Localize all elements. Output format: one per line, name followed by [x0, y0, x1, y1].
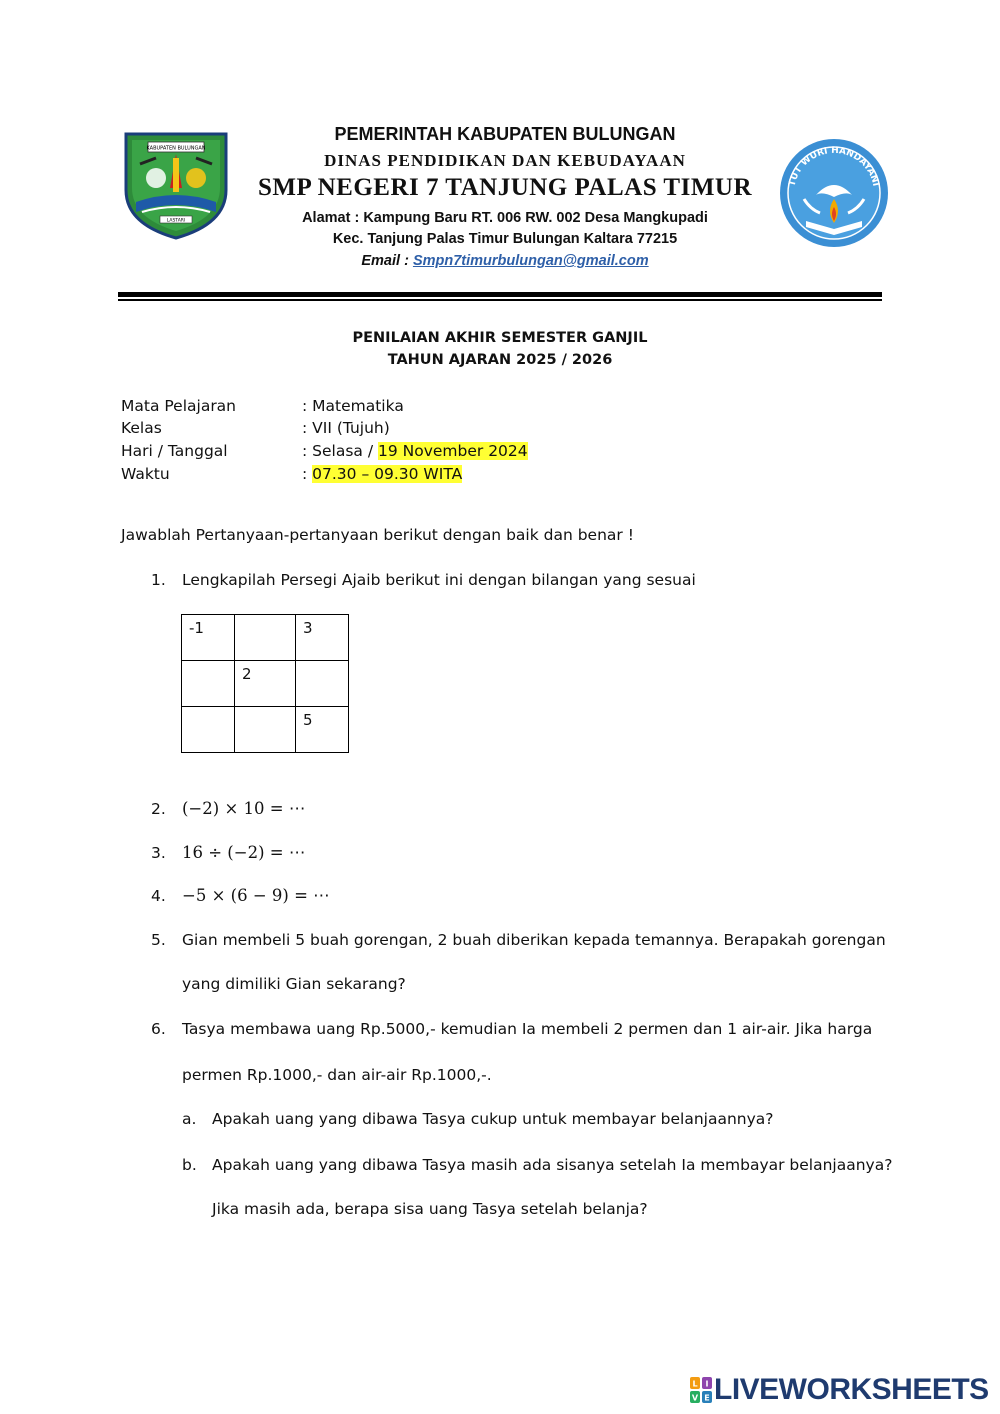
subject-label: Mata Pelajaran [121, 397, 237, 415]
svg-text:L: L [692, 1379, 698, 1389]
question-2-number: 2. [151, 800, 166, 818]
magic-square-row [182, 661, 349, 707]
header-government: PEMERINTAH KABUPATEN BULUNGAN [334, 124, 676, 144]
date-highlight: 19 November 2024 [377, 442, 528, 460]
class-value: : VII (Tujuh) [302, 419, 390, 437]
magic-square-row [182, 707, 349, 753]
magic-square-cell[interactable] [235, 707, 296, 753]
question-1-text: Lengkapilah Persegi Ajaib berikut ini dengan bilangan yang sesuai [182, 571, 696, 589]
question-3-number: 3. [151, 844, 166, 862]
magic-square-cell[interactable] [182, 707, 235, 753]
subject-value: : Matematika [302, 397, 404, 415]
magic-square-cell[interactable] [235, 615, 296, 661]
liveworksheets-wordmark: LIVEWORKSHEETS [714, 1373, 989, 1406]
date-value [302, 442, 528, 460]
svg-text:E: E [704, 1393, 710, 1403]
header-district: Kec. Tanjung Palas Timur Bulungan Kaltara 77215 [332, 231, 678, 247]
header-email-line [240, 253, 770, 269]
class-label: Kelas [121, 419, 162, 437]
question-6b-line-1: Apakah uang yang dibawa Tasya masih ada sisanya setelah Ia membayar belanjaanya? [212, 1156, 893, 1174]
question-5-line-1: Gian membeli 5 buah gorengan, 2 buah diberikan kepada temannya. Berapakah gorengan [182, 931, 886, 949]
question-3-text: 16 ÷ (−2) = ⋯ [182, 843, 306, 862]
magic-square-row [182, 615, 349, 661]
date-label: Hari / Tanggal [121, 442, 228, 460]
magic-square-cell[interactable]: 5 [296, 707, 349, 753]
question-4-number: 4. [151, 887, 166, 905]
question-5-number: 5. [151, 931, 166, 949]
email-link[interactable]: Smpn7timurbulungan@gmail.com [412, 253, 649, 269]
magic-square-cell[interactable] [296, 661, 349, 707]
liveworksheets-brand[interactable] [690, 1373, 989, 1407]
liveworksheets-logo-icon [690, 1377, 712, 1403]
header-school-name: SMP NEGERI 7 TANJUNG PALAS TIMUR [257, 174, 753, 201]
magic-square-cell[interactable]: -1 [182, 615, 235, 661]
question-6-number: 6. [151, 1020, 166, 1038]
magic-square-cell[interactable] [182, 661, 235, 707]
date-prefix: : Selasa / [302, 442, 378, 460]
magic-square-cell[interactable]: 3 [296, 615, 349, 661]
question-6a-letter: a. [182, 1110, 197, 1128]
time-highlight: 07.30 – 09.30 WITA [312, 465, 463, 483]
letterhead-divider-thin [118, 299, 882, 301]
time-label: Waktu [121, 465, 170, 483]
question-2-text: (−2) × 10 = ⋯ [182, 799, 306, 818]
time-value [302, 465, 462, 483]
question-1-number: 1. [151, 571, 166, 589]
exam-title: PENILAIAN AKHIR SEMESTER GANJIL [352, 330, 648, 346]
question-6-line-2: permen Rp.1000,- dan air-air Rp.1000,-. [182, 1066, 492, 1084]
header-department: DINAS PENDIDIKAN DAN KEBUDAYAAN [324, 151, 686, 170]
question-5-line-2: yang dimiliki Gian sekarang? [182, 975, 406, 993]
instruction: Jawablah Pertanyaan-pertanyaan berikut dengan baik dan benar ! [121, 526, 634, 544]
header-address: Alamat : Kampung Baru RT. 006 RW. 002 Desa Mangkupadi [302, 210, 708, 226]
svg-text:I: I [705, 1379, 709, 1389]
svg-text:KABUPATEN BULUNGAN: KABUPATEN BULUNGAN [146, 145, 206, 152]
question-6b-line-2: Jika masih ada, berapa sisa uang Tasya setelah belanja? [212, 1200, 648, 1218]
question-4-text: −5 × (6 − 9) = ⋯ [182, 886, 330, 905]
magic-square-cell[interactable]: 2 [235, 661, 296, 707]
magic-square-table [181, 614, 349, 753]
question-6-line-1: Tasya membawa uang Rp.5000,- kemudian Ia membeli 2 permen dan 1 air-air. Jika harga [182, 1020, 873, 1038]
svg-text:V: V [691, 1393, 699, 1403]
question-6b-letter: b. [182, 1156, 197, 1174]
email-label: Email : [361, 253, 413, 269]
svg-text:LASTARI: LASTARI [166, 218, 186, 224]
svg-text:TUT WURI HANDAYANI: TUT WURI HANDAYANI [787, 145, 881, 188]
letterhead-divider-thick [118, 292, 882, 297]
tut-wuri-handayani-logo-icon [776, 137, 892, 250]
exam-year: TAHUN AJARAN 2025 / 2026 [387, 352, 613, 368]
time-prefix: : [302, 465, 313, 483]
question-6a-text: Apakah uang yang dibawa Tasya cukup untuk membayar belanjaannya? [212, 1110, 774, 1128]
kabupaten-bulungan-emblem-icon [122, 128, 230, 240]
